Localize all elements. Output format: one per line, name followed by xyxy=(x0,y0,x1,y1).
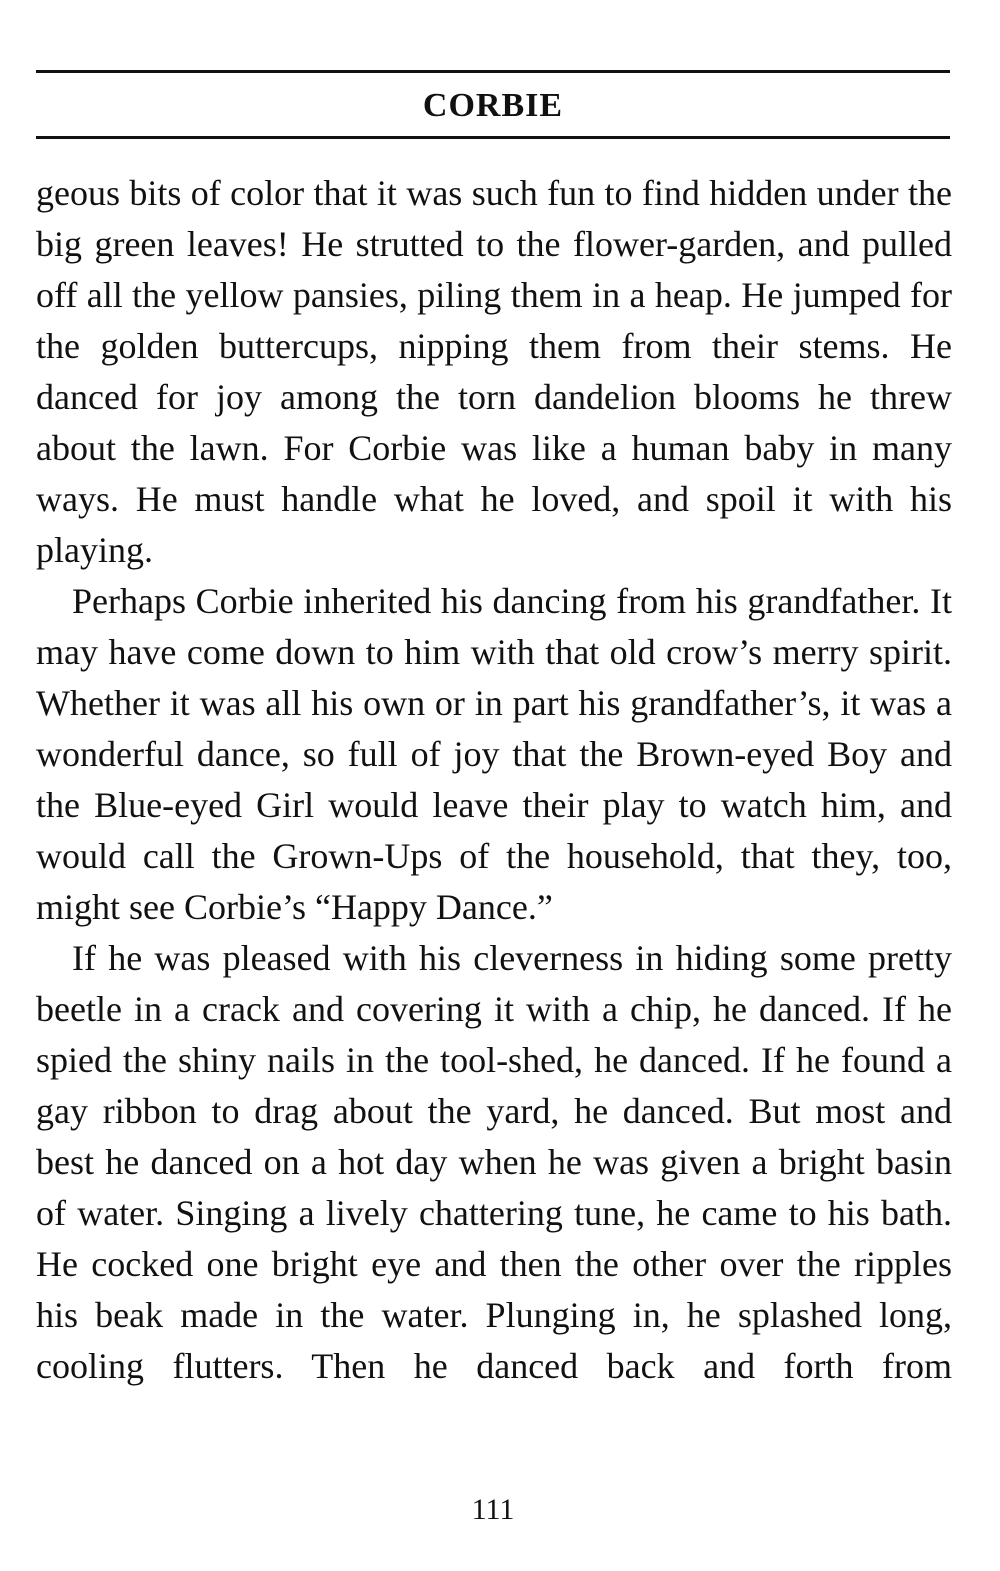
header-bottom-rule xyxy=(36,136,950,139)
paragraph: If he was pleased with his cleverness in hiding some pretty beetle in a crack and covering it with a chip, he danced. If he spied the shiny nails in the tool-shed, he danced. If he found a gay ribbon to drag about the yard, he danced. But most and best he danced on a hot day when he was given a bright basin of water. Singing a lively chattering tune, he came to his bath. He cocked one bright eye and then the other over the ripples his beak made in the water. Plunging in, he splashed long, cooling flutters. Then he danced back and forth from xyxy=(36,938,952,1386)
running-head: CORBIE xyxy=(422,87,564,124)
header-top-rule xyxy=(36,70,950,73)
paragraph: geous bits of color that it was such fun to find hidden under the big green leaves! He strutted to the flower-garden, and pulled off all the yellow pansies, piling them in a heap. He jumped for the golden buttercups, nipping them from their stems. He danced for joy among the torn dandelion blooms he threw about the lawn. For Corbie was like a human baby in many ways. He must handle what he loved, and spoil it with his playing. xyxy=(36,173,952,570)
page-body xyxy=(36,168,952,1392)
page-number: 111 xyxy=(471,1493,515,1526)
paragraph: Perhaps Corbie inherited his dancing from his grandfather. It may have come down to him with that old crow’s merry spirit. Whether it was all his own or in part his grandfather’s, it was a wonderful dance, so full of joy that the Brown-eyed Boy and the Blue-eyed Girl would leave their play to watch him, and would call the Grown-Ups of the household, that they, too, might see Corbie’s “Happy Dance.” xyxy=(36,581,952,927)
